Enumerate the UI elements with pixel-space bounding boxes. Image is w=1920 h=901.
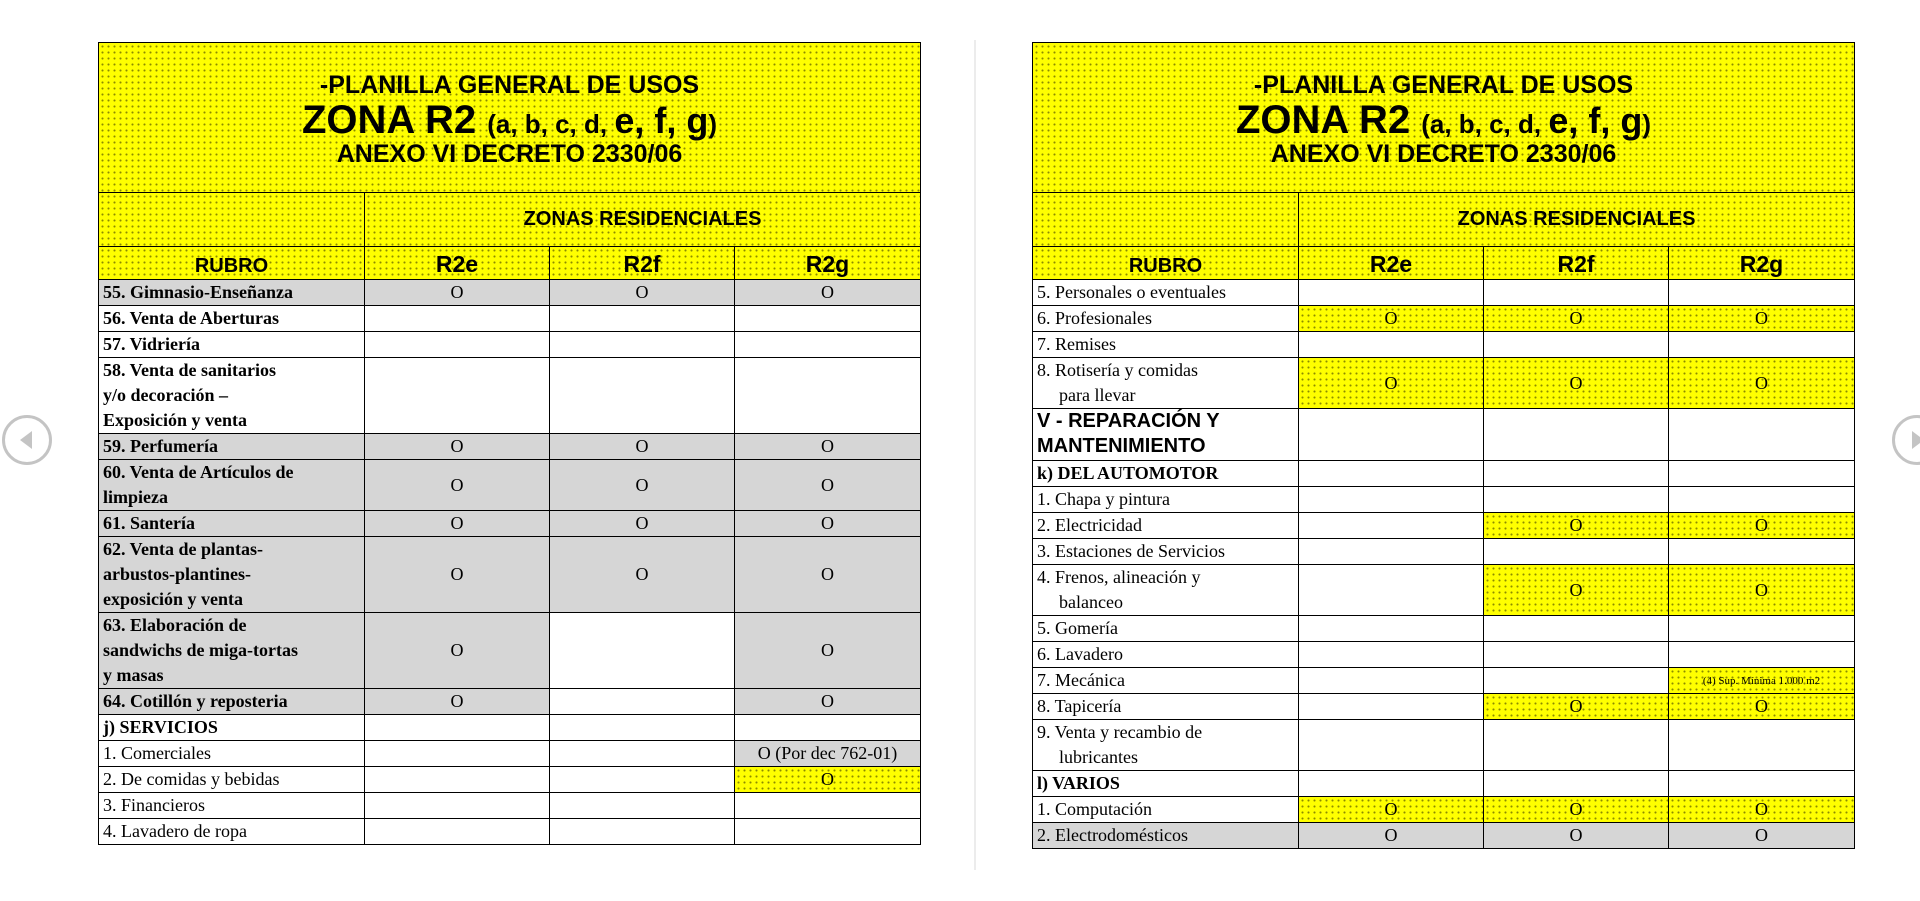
- rubro-cell: l) VARIOS: [1033, 771, 1299, 797]
- usage-mark-r2e: [365, 358, 550, 434]
- usage-mark-r2e: [365, 741, 550, 767]
- chevron-right-icon: [1895, 418, 1920, 462]
- usage-mark-r2f: [550, 819, 735, 845]
- usage-mark-r2g: [1669, 771, 1855, 797]
- column-header-r2f: R2f: [1484, 247, 1669, 280]
- usage-mark-r2f: [550, 715, 735, 741]
- rubro-cell: 6. Lavadero: [1033, 642, 1299, 668]
- usage-mark-r2f: [550, 793, 735, 819]
- rubro-line: y/o decoración –: [103, 385, 228, 405]
- table-row: [99, 689, 921, 715]
- rubro-cell: [1033, 409, 1299, 461]
- sheet-header: [1033, 43, 1855, 193]
- column-header-r2e: R2e: [365, 247, 550, 280]
- table-row: [1033, 332, 1855, 358]
- usage-mark-r2f: [550, 613, 735, 689]
- table-row: [99, 460, 921, 511]
- rubro-cell: 1. Chapa y pintura: [1033, 487, 1299, 513]
- usage-mark-r2e: [1299, 539, 1484, 565]
- usage-mark-r2e: O: [365, 613, 550, 689]
- usage-mark-r2g: O: [735, 689, 921, 715]
- table-row: [99, 537, 921, 613]
- rubro-cell: 3. Financieros: [99, 793, 365, 819]
- rubro-cell: 55. Gimnasio-Enseñanza: [99, 280, 365, 306]
- usage-mark-r2f: [1484, 616, 1669, 642]
- usage-mark-r2e: O: [1299, 306, 1484, 332]
- usage-mark-r2g: O: [735, 767, 921, 793]
- usage-mark-r2f: [550, 358, 735, 434]
- table-row: [1033, 694, 1855, 720]
- usage-mark-r2g: O: [1669, 358, 1855, 409]
- column-header-rubro: RUBRO: [1033, 247, 1299, 280]
- table-row: [99, 715, 921, 741]
- rubro-cell: [1033, 720, 1299, 771]
- table-row: [99, 741, 921, 767]
- table-row: [1033, 720, 1855, 771]
- rubro-line: limpieza: [103, 487, 168, 507]
- table-row: [1033, 306, 1855, 332]
- usage-mark-r2g: [735, 358, 921, 434]
- table-row: [99, 767, 921, 793]
- usage-mark-r2f: O: [1484, 513, 1669, 539]
- usage-mark-r2e: [365, 793, 550, 819]
- table-row: [99, 332, 921, 358]
- usage-mark-r2f: O: [550, 460, 735, 511]
- rubro-cell: [99, 537, 365, 613]
- usage-mark-r2e: [1299, 720, 1484, 771]
- usage-mark-r2g: [735, 793, 921, 819]
- rubro-cell: 2. De comidas y bebidas: [99, 767, 365, 793]
- usage-mark-r2g: [1669, 487, 1855, 513]
- header-spacer: [99, 193, 365, 247]
- usage-mark-r2g: O: [1669, 513, 1855, 539]
- usage-mark-r2g: O: [735, 511, 921, 537]
- rubro-cell: 7. Mecánica: [1033, 668, 1299, 694]
- usage-mark-r2f: O: [1484, 797, 1669, 823]
- usage-mark-r2f: [550, 306, 735, 332]
- usage-mark-r2f: O: [1484, 306, 1669, 332]
- usage-mark-r2e: [365, 767, 550, 793]
- rubro-cell: 3. Estaciones de Servicios: [1033, 539, 1299, 565]
- rubro-cell: 4. Lavadero de ropa: [99, 819, 365, 845]
- rubro-cell: 56. Venta de Aberturas: [99, 306, 365, 332]
- usage-mark-r2e: [365, 332, 550, 358]
- usage-mark-r2e: [1299, 332, 1484, 358]
- usage-mark-r2g: O: [1669, 694, 1855, 720]
- header-spacer: [1033, 193, 1299, 247]
- usage-mark-r2e: O: [365, 511, 550, 537]
- rubro-line: Exposición y venta: [103, 410, 248, 430]
- chevron-left-icon: [5, 418, 49, 462]
- rubro-cell: 7. Remises: [1033, 332, 1299, 358]
- table-row: [99, 613, 921, 689]
- usage-mark-r2f: O: [1484, 823, 1669, 849]
- usage-mark-r2f: O: [550, 511, 735, 537]
- rubro-line: 60. Venta de Artículos de: [103, 462, 294, 482]
- usage-mark-r2f: [550, 332, 735, 358]
- usage-mark-r2g: (4) Sup. Mínima 1.000 m2: [1669, 668, 1855, 694]
- rubro-cell: j) SERVICIOS: [99, 715, 365, 741]
- usage-mark-r2e: [1299, 513, 1484, 539]
- table-row: [1033, 280, 1855, 306]
- usage-mark-r2f: O: [1484, 694, 1669, 720]
- rubro-cell: [1033, 358, 1299, 409]
- rubro-cell: [99, 358, 365, 434]
- usage-mark-r2e: [1299, 487, 1484, 513]
- usage-mark-r2e: O: [365, 460, 550, 511]
- usage-mark-r2f: [1484, 280, 1669, 306]
- table-row: [99, 280, 921, 306]
- usage-mark-r2g: O: [735, 460, 921, 511]
- usage-mark-r2e: [1299, 694, 1484, 720]
- usage-mark-r2g: O: [735, 434, 921, 460]
- usage-mark-r2e: [1299, 409, 1484, 461]
- rubro-line: lubricantes: [1059, 747, 1138, 767]
- table-row: [1033, 358, 1855, 409]
- column-header-r2f: R2f: [550, 247, 735, 280]
- usage-mark-r2e: [1299, 642, 1484, 668]
- table-row: [1033, 797, 1855, 823]
- header-zona: ZONA R2 (a, b, c, d, e, f, g): [302, 97, 718, 142]
- usage-mark-r2g: O: [1669, 823, 1855, 849]
- table-row: [99, 511, 921, 537]
- rubro-cell: [1033, 565, 1299, 616]
- usage-mark-r2e: O: [365, 280, 550, 306]
- usage-mark-r2f: O: [550, 280, 735, 306]
- usage-mark-r2f: [550, 767, 735, 793]
- table-row: [99, 358, 921, 434]
- usage-mark-r2g: [1669, 409, 1855, 461]
- table-row: [1033, 616, 1855, 642]
- table-row: [1033, 487, 1855, 513]
- usage-mark-r2f: [1484, 668, 1669, 694]
- rubro-line: 8. Rotisería y comidas: [1037, 360, 1198, 380]
- usage-mark-r2e: O: [1299, 358, 1484, 409]
- table-row: [99, 819, 921, 845]
- usage-mark-r2f: [1484, 642, 1669, 668]
- usage-mark-r2g: [735, 819, 921, 845]
- previous-page-button[interactable]: [2, 415, 52, 465]
- usage-mark-r2f: [1484, 461, 1669, 487]
- header-decree: ANEXO VI DECRETO 2330/06: [336, 139, 683, 168]
- usage-mark-r2g: [1669, 642, 1855, 668]
- sheet-header: [99, 43, 921, 193]
- rubro-line: MANTENIMIENTO: [1037, 435, 1206, 457]
- column-header-r2e: R2e: [1299, 247, 1484, 280]
- column-header-rubro: RUBRO: [99, 247, 365, 280]
- usage-mark-r2e: [365, 819, 550, 845]
- table-row: [1033, 513, 1855, 539]
- rubro-cell: 5. Personales o eventuales: [1033, 280, 1299, 306]
- usage-mark-r2e: O: [1299, 823, 1484, 849]
- rubro-cell: 5. Gomería: [1033, 616, 1299, 642]
- usage-mark-r2g: [1669, 461, 1855, 487]
- rubro-line: exposición y venta: [103, 589, 244, 609]
- zonas-residenciales-label: ZONAS RESIDENCIALES: [1299, 193, 1855, 247]
- page-divider: [974, 40, 976, 870]
- usage-mark-r2g: [1669, 539, 1855, 565]
- usage-mark-r2f: [1484, 720, 1669, 771]
- usage-mark-r2g: O: [735, 613, 921, 689]
- rubro-cell: 6. Profesionales: [1033, 306, 1299, 332]
- table-row: [1033, 539, 1855, 565]
- rubro-line: arbustos-plantines-: [103, 564, 252, 584]
- rubro-cell: [99, 613, 365, 689]
- usage-mark-r2f: [1484, 487, 1669, 513]
- usage-mark-r2e: [365, 715, 550, 741]
- usage-mark-r2f: [1484, 332, 1669, 358]
- rubro-line: para llevar: [1059, 385, 1136, 405]
- rubro-line: balanceo: [1059, 592, 1123, 612]
- usage-mark-r2g: [1669, 616, 1855, 642]
- usage-mark-r2e: [1299, 771, 1484, 797]
- usage-mark-r2e: O: [365, 537, 550, 613]
- usage-mark-r2f: [550, 741, 735, 767]
- usage-mark-r2f: [550, 689, 735, 715]
- rubro-cell: 1. Computación: [1033, 797, 1299, 823]
- rubro-cell: k) DEL AUTOMOTOR: [1033, 461, 1299, 487]
- rubro-cell: 8. Tapicería: [1033, 694, 1299, 720]
- usage-mark-r2e: [365, 306, 550, 332]
- usage-mark-r2g: [735, 332, 921, 358]
- table-row: [1033, 642, 1855, 668]
- rubro-line: 58. Venta de sanitarios: [103, 360, 277, 380]
- rubro-line: sandwichs de miga-tortas: [103, 640, 299, 660]
- usage-mark-r2f: O: [550, 434, 735, 460]
- rubro-line: y masas: [103, 665, 164, 685]
- rubro-line: 62. Venta de plantas-: [103, 539, 264, 559]
- usage-mark-r2g: O: [1669, 797, 1855, 823]
- table-row: [99, 793, 921, 819]
- column-header-r2g: R2g: [735, 247, 921, 280]
- usage-mark-r2g: [1669, 720, 1855, 771]
- header-decree: ANEXO VI DECRETO 2330/06: [1270, 139, 1617, 168]
- table-row: [1033, 409, 1855, 461]
- usage-mark-r2g: [735, 306, 921, 332]
- rubro-cell: 2. Electricidad: [1033, 513, 1299, 539]
- zonas-residenciales-label: ZONAS RESIDENCIALES: [365, 193, 921, 247]
- usage-mark-r2f: O: [1484, 565, 1669, 616]
- usage-mark-r2e: [1299, 616, 1484, 642]
- rubro-cell: 2. Electrodomésticos: [1033, 823, 1299, 849]
- table-row: [1033, 461, 1855, 487]
- usage-mark-r2g: [1669, 280, 1855, 306]
- rubro-cell: 57. Vidriería: [99, 332, 365, 358]
- table-row: [1033, 771, 1855, 797]
- usage-mark-r2f: [1484, 771, 1669, 797]
- rubro-line: V - REPARACIÓN Y: [1037, 410, 1220, 432]
- usage-mark-r2g: O: [735, 280, 921, 306]
- usage-mark-r2e: O: [1299, 797, 1484, 823]
- usage-mark-r2e: O: [365, 689, 550, 715]
- next-page-button[interactable]: [1892, 415, 1920, 465]
- table-row: [99, 306, 921, 332]
- rubro-cell: [99, 460, 365, 511]
- right-usage-table: [1032, 42, 1855, 849]
- usage-mark-r2g: O: [1669, 306, 1855, 332]
- table-row: [1033, 565, 1855, 616]
- usage-mark-r2g: [1669, 332, 1855, 358]
- usage-mark-r2f: [1484, 539, 1669, 565]
- rubro-cell: 59. Perfumería: [99, 434, 365, 460]
- left-usage-table: [98, 42, 921, 845]
- column-header-r2g: R2g: [1669, 247, 1855, 280]
- rubro-line: 4. Frenos, alineación y: [1037, 567, 1201, 587]
- header-title: -PLANILLA GENERAL DE USOS: [319, 71, 700, 100]
- usage-mark-r2g: O (Por dec 762-01): [735, 741, 921, 767]
- usage-mark-r2e: [1299, 668, 1484, 694]
- header-title: -PLANILLA GENERAL DE USOS: [1253, 71, 1634, 100]
- usage-mark-r2g: [735, 715, 921, 741]
- table-row: [1033, 668, 1855, 694]
- usage-mark-r2e: [1299, 461, 1484, 487]
- usage-mark-r2g: O: [735, 537, 921, 613]
- usage-mark-r2f: O: [550, 537, 735, 613]
- header-zona: ZONA R2 (a, b, c, d, e, f, g): [1236, 97, 1652, 142]
- usage-mark-r2e: O: [365, 434, 550, 460]
- table-row: [1033, 823, 1855, 849]
- usage-mark-r2f: O: [1484, 358, 1669, 409]
- rubro-line: 9. Venta y recambio de: [1037, 722, 1203, 742]
- rubro-cell: 1. Comerciales: [99, 741, 365, 767]
- usage-mark-r2e: [1299, 565, 1484, 616]
- rubro-cell: 64. Cotillón y reposteria: [99, 689, 365, 715]
- table-row: [99, 434, 921, 460]
- usage-mark-r2g: O: [1669, 565, 1855, 616]
- rubro-line: 63. Elaboración de: [103, 615, 247, 635]
- usage-mark-r2f: [1484, 409, 1669, 461]
- usage-mark-r2e: [1299, 280, 1484, 306]
- rubro-cell: 61. Santería: [99, 511, 365, 537]
